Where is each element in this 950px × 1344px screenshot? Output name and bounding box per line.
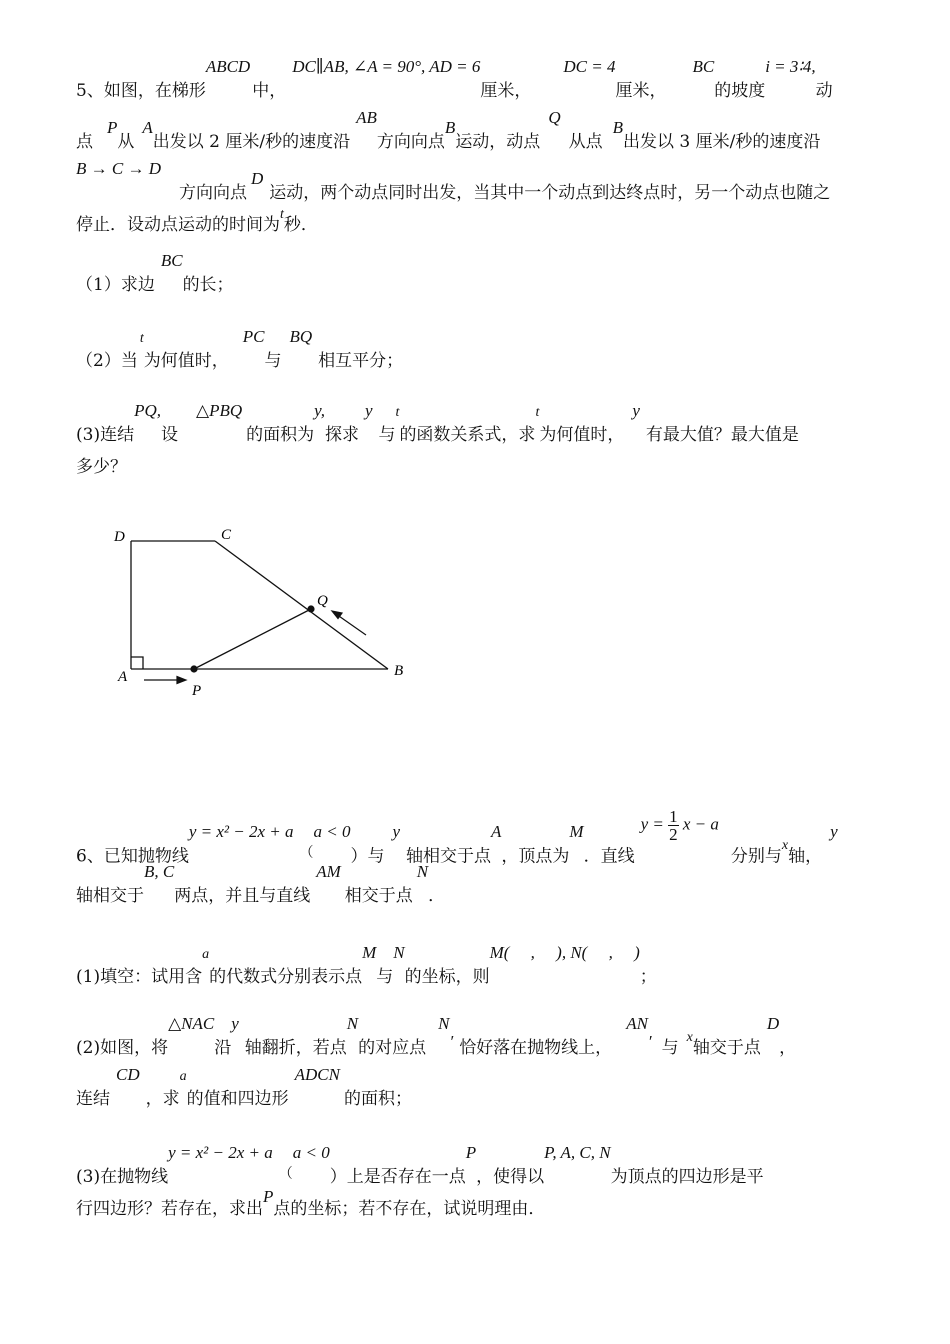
- math-n: N: [393, 943, 405, 962]
- text: (3)在抛物线: [76, 1167, 169, 1187]
- math-adcn: ADCN: [294, 1065, 340, 1084]
- text: 为顶点的四边形是平: [610, 1167, 764, 1187]
- text: ，顶点为: [501, 846, 570, 867]
- text: （1）求边: [76, 275, 155, 295]
- text: 多少？: [76, 457, 127, 477]
- text: ，求: [145, 1089, 180, 1109]
- text: 点: [76, 132, 93, 152]
- text: （2）当: [76, 351, 138, 371]
- text: 的值和四边形: [186, 1089, 289, 1109]
- text: ．: [428, 886, 446, 906]
- text: 轴交于点: [692, 1038, 761, 1058]
- math-am: AM: [316, 862, 341, 881]
- text: 停止．设动点运动的时间为: [76, 215, 280, 235]
- math-n: N: [416, 862, 429, 881]
- text: 厘米，: [615, 81, 667, 101]
- math-line-y: y =: [640, 814, 664, 834]
- q5-part-2: [76, 327, 404, 374]
- label-c: C: [221, 527, 232, 543]
- math-y: y: [231, 1014, 239, 1033]
- point-p: [190, 665, 197, 672]
- math-p: P: [263, 1187, 274, 1206]
- text: 秒．: [283, 215, 318, 235]
- q5-part-3-cont: [76, 456, 127, 478]
- math-bc: BC: [160, 251, 183, 270]
- math-slope-ratio: i = 3∶4,: [765, 57, 816, 76]
- math-an: AN: [626, 1014, 648, 1033]
- math-triangle-nac: △NAC: [168, 1014, 215, 1033]
- text: （: [299, 845, 314, 862]
- text: 探求: [325, 425, 359, 445]
- segment-cb: [215, 541, 388, 669]
- text: 两点，并且与直线: [174, 886, 311, 906]
- text: 方向向点: [179, 183, 247, 203]
- q6-line-2: [76, 862, 446, 907]
- text: ，使得以: [476, 1167, 545, 1187]
- point-q: [307, 605, 314, 612]
- text: 沿: [214, 1038, 232, 1058]
- text: 相互平分；: [318, 351, 404, 371]
- math-bc: BC: [692, 57, 715, 76]
- right-angle-mark: [131, 657, 143, 669]
- math-y: y: [632, 401, 640, 420]
- math-y: y: [830, 822, 838, 842]
- text: 连结: [76, 1089, 110, 1109]
- math-n: N: [346, 1014, 359, 1033]
- math-y: y: [392, 822, 401, 842]
- math-cd: CD: [116, 1065, 140, 1084]
- label-a: A: [118, 669, 128, 685]
- label-b: B: [394, 663, 404, 679]
- math-x: x: [781, 838, 789, 854]
- math-t: t: [395, 405, 400, 420]
- q5-number: 5、如图，在梯形: [76, 81, 206, 101]
- q5-line-3: [76, 159, 831, 203]
- math-d: D: [251, 169, 264, 188]
- fraction-numerator: 1: [669, 807, 678, 826]
- text: 厘米，: [480, 81, 532, 101]
- text: 动: [815, 81, 833, 101]
- math-points-pacn: P, A, C, N: [544, 1143, 611, 1162]
- math-bq: BQ: [289, 327, 313, 346]
- fraction-half: [668, 808, 679, 843]
- label-q: Q: [317, 593, 328, 609]
- text: 轴，: [788, 846, 823, 867]
- math-b-c: B, C: [144, 862, 175, 881]
- math-pq: PQ,: [134, 401, 162, 420]
- math-p: P: [107, 118, 118, 137]
- math-x: x: [686, 1030, 693, 1045]
- text: (2)如图，将: [76, 1038, 169, 1058]
- math-abcd: ABCD: [205, 57, 251, 76]
- text: 的坡度: [714, 81, 766, 101]
- math-line-rest: x − a: [682, 814, 719, 834]
- text: 的对应点: [358, 1038, 427, 1058]
- text: 从: [117, 132, 135, 152]
- fraction-denominator: 2: [669, 825, 678, 844]
- math-pc: PC: [242, 327, 265, 346]
- math-ab: AB: [356, 108, 377, 127]
- q6-line-1: [76, 807, 838, 875]
- prime-mark: ′: [647, 1032, 652, 1051]
- text: 与: [264, 351, 282, 371]
- segment-pq: [194, 609, 311, 669]
- text: 与: [378, 425, 396, 445]
- math-t: t: [139, 331, 144, 346]
- trapezoid-figure: [100, 515, 420, 705]
- text: 相交于点: [344, 886, 413, 906]
- text: ）上是否存在一点: [329, 1167, 466, 1187]
- text: 为何值时，: [143, 351, 229, 371]
- arrow-p-direction: [144, 677, 186, 684]
- q5-line-1: [76, 57, 833, 102]
- math-a-lt-0: a < 0: [292, 1143, 330, 1162]
- math-parabola: y = x² − 2x + a: [188, 822, 294, 842]
- text: 轴相交于: [76, 886, 144, 906]
- text: 的面积；: [343, 1089, 412, 1109]
- q5-line-4: [76, 207, 318, 238]
- text: 行四边形？若存在，求出: [76, 1199, 263, 1219]
- text: 点的坐标；若不存在，试说明理由．: [273, 1199, 546, 1219]
- label-p: P: [192, 683, 202, 699]
- math-m: M: [569, 822, 584, 842]
- math-a: a: [202, 947, 210, 962]
- q6-part-2: [76, 1014, 797, 1061]
- text: (1)填空：试用含: [76, 967, 203, 987]
- text: 的长；: [182, 275, 234, 295]
- prime-mark: ′: [449, 1032, 454, 1051]
- text: 恰好落在抛物线上，: [459, 1038, 613, 1058]
- math-parabola: y = x² − 2x + a: [168, 1143, 273, 1162]
- math-a: A: [142, 118, 153, 137]
- text: 的代数式分别表示点: [209, 967, 363, 987]
- text: 分别与: [730, 846, 782, 867]
- math-a: a: [179, 1069, 187, 1084]
- q5-part-3: [76, 401, 799, 448]
- q5-part-1: [76, 251, 234, 296]
- math-t: t: [280, 207, 284, 222]
- text: 与: [376, 967, 394, 987]
- math-t: t: [535, 405, 540, 420]
- text: 为何值时，: [539, 425, 625, 445]
- q6-part-1: [76, 943, 657, 990]
- q6-part-3-cont: [76, 1187, 546, 1220]
- math-condition: DC∥AB, ∠A = 90°, AD = 6: [292, 57, 481, 76]
- q6-number: 6、已知抛物线: [76, 846, 189, 867]
- q6-part-2-cont: [76, 1065, 412, 1112]
- math-a-lt-0: a < 0: [313, 822, 351, 842]
- math-y: y,: [314, 401, 325, 420]
- text: 设: [161, 425, 179, 445]
- text: 中，: [252, 81, 287, 101]
- q5-line-2: [76, 108, 821, 153]
- text: 出发以 3 厘米/秒的速度沿: [622, 132, 821, 152]
- text: 运动，动点: [455, 132, 541, 152]
- text: ；: [639, 967, 657, 987]
- text: 的函数关系式，求: [399, 425, 536, 445]
- text: 运动，两个动点同时出发，当其中一个动点到达终点时，另一个动点也随之: [269, 183, 831, 203]
- math-p: P: [465, 1143, 477, 1162]
- text: 有最大值？最大值是: [645, 425, 799, 445]
- math-a: A: [491, 822, 502, 842]
- math-path: B → C → D: [76, 159, 161, 178]
- text: 轴翻折，若点: [244, 1038, 347, 1058]
- text: ．直线: [583, 846, 635, 867]
- label-d: D: [114, 529, 125, 545]
- math-m: M: [362, 943, 377, 962]
- trapezoid-outline: [131, 541, 388, 669]
- math-b: B: [444, 118, 456, 137]
- text: 与: [661, 1038, 679, 1058]
- text: 轴相交于点: [406, 846, 492, 867]
- text: 方向向点: [376, 132, 445, 152]
- text: 从点: [568, 132, 603, 152]
- q6-part-3: [76, 1143, 764, 1189]
- math-q: Q: [548, 108, 561, 127]
- text: 的坐标，则: [404, 967, 490, 987]
- text: （: [278, 1166, 293, 1182]
- text: 出发以 2 厘米/秒的速度沿: [152, 132, 351, 152]
- math-dc4: DC = 4: [563, 57, 616, 76]
- math-d: D: [766, 1014, 780, 1033]
- math-b: B: [612, 118, 623, 137]
- math-line-equation: [641, 808, 719, 843]
- text: ）与: [350, 846, 385, 867]
- text: (3)连结: [76, 425, 135, 445]
- math-n: N: [438, 1014, 450, 1033]
- math-triangle-pbq: △PBQ: [196, 401, 243, 420]
- text: ，: [779, 1038, 797, 1058]
- math-coordinates-blank: M( , ), N( , ): [489, 943, 640, 962]
- text: 的面积为: [246, 425, 315, 445]
- math-y: y: [365, 401, 373, 420]
